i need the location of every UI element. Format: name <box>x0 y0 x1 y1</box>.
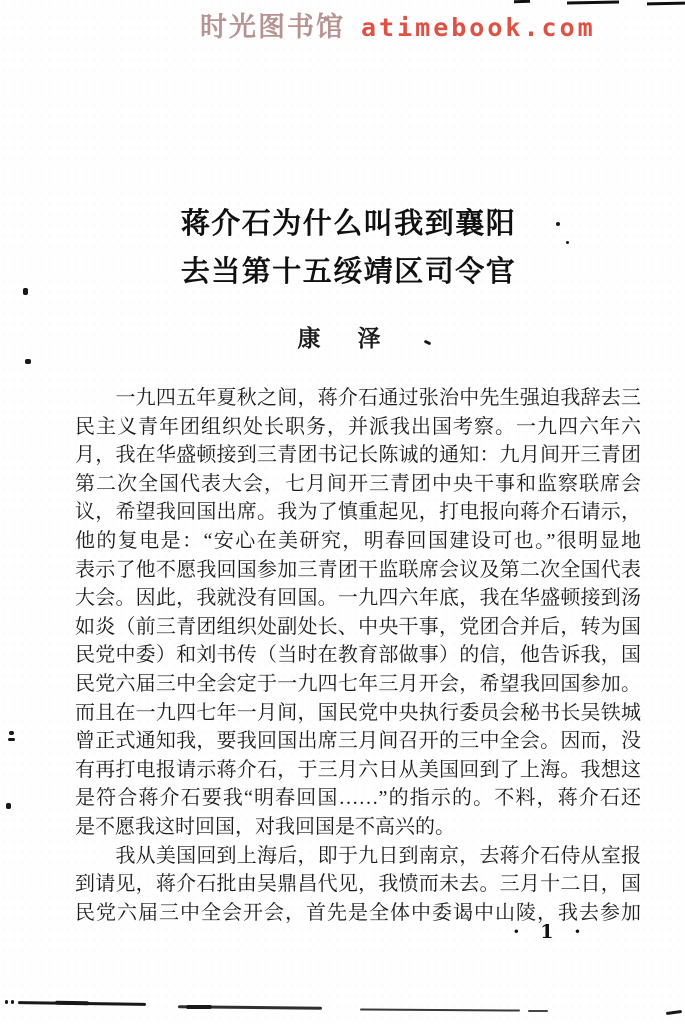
body-text-line: 大会。因此，我就没有回国。一九四六年底，我在华盛顿接到汤 <box>75 587 641 610</box>
body-text-line: 他的复电是：“安心在美研究，明春回国建设可也。”很明显地 <box>75 529 641 552</box>
ink-speck <box>25 359 31 364</box>
body-text-line: 议，希望我回国出席。我为了慎重起见，打电报向蒋介石请示， <box>75 501 641 524</box>
body-text-line: 月，我在华盛顿接到三青团书记长陈诚的通知：九月间开三青团 <box>75 444 641 467</box>
body-text-line: 民党六届三中全会定于一九四七年三月开会，希望我回国参加。 <box>75 672 641 695</box>
article-title-line2: 去当第十五绥靖区司令官 <box>180 256 517 288</box>
body-text-line: 民党中委）和刘书传（当时在教育部做事）的信，他告诉我，国 <box>75 644 641 667</box>
watermark <box>200 5 596 44</box>
body-text-line: 有再打电报请示蒋介石，于三月六日从美国回到了上海。我想这 <box>75 758 641 781</box>
article-body <box>75 384 641 927</box>
body-text-line: 民党六届三中全会开会，首先是全体中委谒中山陵，我去参加 <box>75 901 641 924</box>
watermark-site-name: 时光图书馆 <box>200 12 345 42</box>
ink-speck <box>9 731 14 735</box>
ink-speck <box>6 803 11 809</box>
body-text-line: 到请见，蒋介石批由吴鼎昌代见，我愤而未去。三月十二日，国 <box>75 873 641 896</box>
article-title-line1: 蒋介石为什么叫我到襄阳 <box>180 208 517 240</box>
ink-speck <box>23 288 28 295</box>
ink-speck <box>8 738 15 741</box>
watermark-site-url: atimebook.com <box>361 13 596 42</box>
scan-edge-dash <box>567 1 619 5</box>
body-text-line: 我从美国回到上海后，即于九日到南京，去蒋介石侍从室报 <box>75 844 641 867</box>
body-text-line: 如炎（前三青团组织处副处长、中央干事，党团合并后，转为国 <box>75 615 641 638</box>
ink-speck <box>566 241 569 244</box>
body-text-line: 是符合蒋介石要我“明春回国……”的指示的。不料，蒋介石还 <box>75 787 641 810</box>
body-text-line: 曾正式通知我，要我回国出席三月间召开的三中全会。因而，没 <box>75 730 641 753</box>
body-text-line: 第二次全国代表大会，七月间开三青团中央干事和监察联席会 <box>75 472 641 495</box>
ink-speck <box>556 222 560 226</box>
body-text-line: 一九四五年夏秋之间，蒋介石通过张治中先生强迫我辞去三 <box>75 387 641 409</box>
body-text-line: 是不愿我这时回国，对我回国是不高兴的。 <box>75 815 455 838</box>
page-number: · 1 · <box>513 921 588 943</box>
article-title <box>0 208 685 304</box>
body-text-line: 民主义青年团组织处长职务，并派我出国考察。一九四六年六 <box>75 415 641 438</box>
scan-edge-dash <box>647 2 685 6</box>
body-text-line: 表示了他不愿我回国参加三青团干监联席会议及第二次全国代表 <box>75 558 641 581</box>
article-author: 康 泽 <box>297 326 388 351</box>
scan-edge-dash <box>514 0 530 3</box>
body-text-line: 而且在一九四七年一月间，国民党中央执行委员会秘书长吴铁城 <box>75 701 641 724</box>
